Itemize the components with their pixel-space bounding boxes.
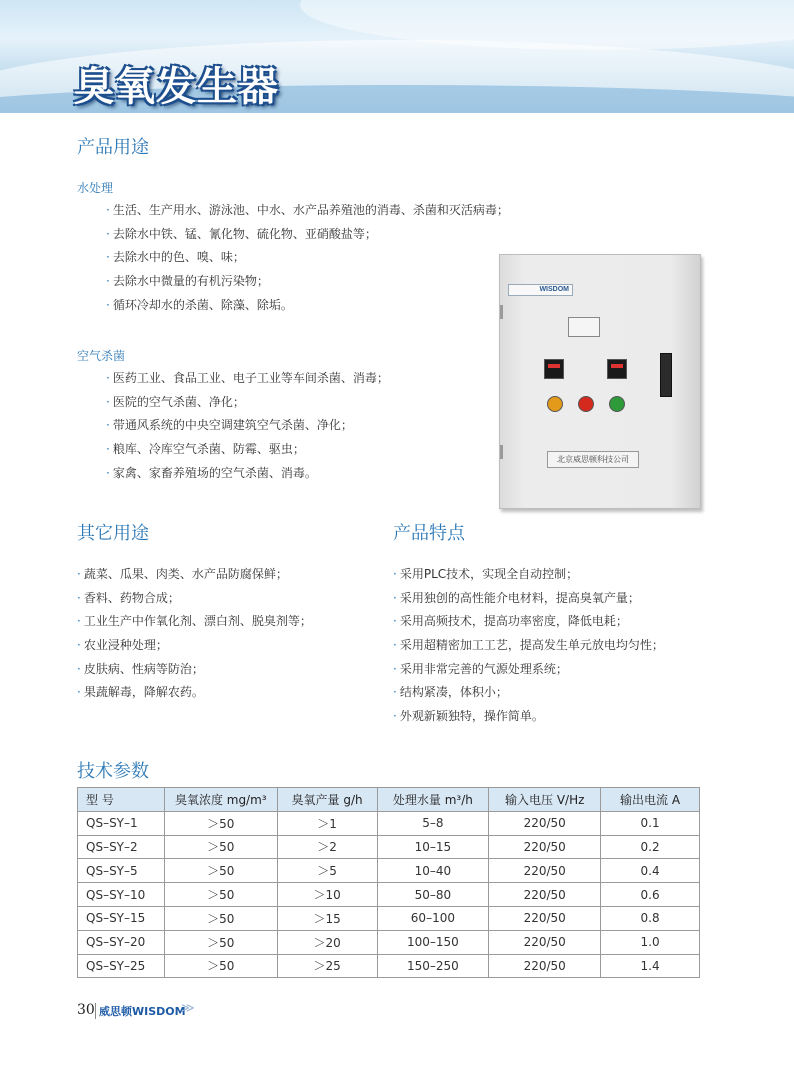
double-chevron-icon: ≫ xyxy=(181,1001,195,1016)
list-item xyxy=(106,367,389,391)
bullet-icon: · xyxy=(106,442,110,457)
cabinet-hinge xyxy=(500,305,503,319)
table-row xyxy=(78,906,700,930)
red-lamp-icon xyxy=(578,396,594,412)
table-row xyxy=(78,859,700,883)
bullet-icon: · xyxy=(106,297,110,312)
column-header: 臭氧产量 g/h xyxy=(277,788,377,812)
table-cell: 0.4 xyxy=(601,859,700,883)
table-cell: ＞50 xyxy=(164,906,277,930)
table-cell: 5–8 xyxy=(377,811,489,835)
column-header: 输入电压 V/Hz xyxy=(489,788,601,812)
table-cell: QS–SY–20 xyxy=(78,930,165,954)
list-item-text: 医院的空气杀菌、净化； xyxy=(112,394,245,409)
list-item-text: 果蔬解毒，降解农药。 xyxy=(83,685,204,700)
table-cell: ＞1 xyxy=(277,811,377,835)
list-item-text: 采用独创的高性能介电材料，提高臭氧产量； xyxy=(399,590,640,605)
list-item-text: 采用PLC技术，实现全自动控制； xyxy=(399,567,579,581)
list-item-text: 带通风系统的中央空调建筑空气杀菌、净化； xyxy=(112,418,353,433)
table-cell: 0.6 xyxy=(601,883,700,907)
list-item-text: 采用非常完善的气源处理系统； xyxy=(399,661,568,676)
list-item xyxy=(77,610,312,634)
list-item-text: 香料、药物合成； xyxy=(83,590,180,605)
green-lamp-icon xyxy=(609,396,625,412)
list-item-text: 生活、生产用水、游泳池、中水、水产品养殖池的消毒、杀菌和灭活病毒； xyxy=(112,203,509,217)
table-cell: 220/50 xyxy=(489,859,601,883)
bullet-icon: · xyxy=(77,661,81,676)
list-item-text: 结构紧凑，体积小； xyxy=(399,685,508,700)
list-item xyxy=(77,681,312,705)
specs-table xyxy=(77,787,700,978)
list-item-text: 工业生产中作氧化剂、漂白剂、脱臭剂等； xyxy=(83,614,312,629)
list-item xyxy=(393,658,664,682)
list-item xyxy=(77,634,312,658)
list-item-text: 皮肤病、性病等防治； xyxy=(83,661,204,676)
list-item-text: 去除水中微量的有机污染物； xyxy=(112,274,269,289)
table-cell: ＞20 xyxy=(277,930,377,954)
cabinet-brand-label: WISDOM xyxy=(508,284,573,296)
bullet-icon: · xyxy=(393,590,397,605)
list-item-text: 去除水中的色、嗅、味； xyxy=(112,250,245,265)
column-header: 输出电流 A xyxy=(601,788,700,812)
page-title: 臭氧发生器 xyxy=(74,64,279,110)
bullet-icon: · xyxy=(393,638,397,653)
table-cell: 220/50 xyxy=(489,883,601,907)
column-header: 臭氧浓度 mg/m³ xyxy=(164,788,277,812)
list-item-text: 循环冷却水的杀菌、除藻、除垢。 xyxy=(112,297,293,312)
table-cell: QS–SY–5 xyxy=(78,859,165,883)
water-treatment-label: 水处理 xyxy=(77,181,114,195)
table-cell: 220/50 xyxy=(489,811,601,835)
column-header: 型 号 xyxy=(78,788,165,812)
table-cell: ＞50 xyxy=(164,859,277,883)
list-item xyxy=(393,610,664,634)
table-cell: ＞50 xyxy=(164,930,277,954)
list-item xyxy=(106,414,389,438)
header-banner xyxy=(0,0,794,113)
list-item xyxy=(393,563,664,587)
bullet-icon: · xyxy=(77,614,81,629)
table-cell: 0.8 xyxy=(601,906,700,930)
table-cell: ＞25 xyxy=(277,954,377,978)
bullet-icon: · xyxy=(393,661,397,676)
table-header-row xyxy=(78,788,700,812)
ozone-generator-cabinet-image xyxy=(499,254,701,509)
list-item xyxy=(393,681,664,705)
table-cell: 10–15 xyxy=(377,835,489,859)
list-item xyxy=(106,294,509,318)
list-item xyxy=(393,634,664,658)
table-cell: QS–SY–25 xyxy=(78,954,165,978)
list-item xyxy=(77,658,312,682)
list-item xyxy=(106,223,509,247)
table-cell: 0.2 xyxy=(601,835,700,859)
table-cell: 10–40 xyxy=(377,859,489,883)
table-cell: ＞50 xyxy=(164,883,277,907)
table-cell: 1.4 xyxy=(601,954,700,978)
table-cell: ＞15 xyxy=(277,906,377,930)
table-row xyxy=(78,835,700,859)
specs-heading: 技术参数 xyxy=(77,761,149,782)
table-cell: 220/50 xyxy=(489,835,601,859)
list-item xyxy=(77,563,312,587)
air-sterilization-list xyxy=(106,367,389,485)
bullet-icon: · xyxy=(77,590,81,605)
list-item xyxy=(106,391,389,415)
table-row xyxy=(78,811,700,835)
list-item xyxy=(106,246,509,270)
cabinet-display-icon xyxy=(607,359,627,379)
bullet-icon: · xyxy=(393,685,397,700)
table-cell: 1.0 xyxy=(601,930,700,954)
bullet-icon: · xyxy=(106,465,110,480)
table-cell: QS–SY–1 xyxy=(78,811,165,835)
table-cell: 220/50 xyxy=(489,930,601,954)
bullet-icon: · xyxy=(106,371,110,385)
page-number: 30 xyxy=(77,1002,95,1018)
features-list xyxy=(393,563,664,729)
table-cell: ＞50 xyxy=(164,811,277,835)
footer-brand-logo: 威思顿WISDOM xyxy=(95,1003,186,1019)
cabinet-hinge xyxy=(500,445,503,459)
list-item xyxy=(106,199,509,223)
table-cell: 150–250 xyxy=(377,954,489,978)
list-item xyxy=(77,587,312,611)
table-cell: 100–150 xyxy=(377,930,489,954)
table-cell: ＞10 xyxy=(277,883,377,907)
list-item xyxy=(106,462,389,486)
table-cell: 60–100 xyxy=(377,906,489,930)
table-cell: QS–SY–10 xyxy=(78,883,165,907)
orange-lamp-icon xyxy=(547,396,563,412)
list-item xyxy=(393,705,664,729)
table-cell: ＞5 xyxy=(277,859,377,883)
cabinet-meter-icon xyxy=(568,317,600,337)
bullet-icon: · xyxy=(106,203,110,217)
other-uses-list xyxy=(77,563,312,705)
list-item xyxy=(106,270,509,294)
bullet-icon: · xyxy=(77,638,81,653)
usage-heading: 产品用途 xyxy=(77,137,149,158)
table-cell: QS–SY–2 xyxy=(78,835,165,859)
table-cell: ＞50 xyxy=(164,835,277,859)
table-cell: ＞2 xyxy=(277,835,377,859)
bullet-icon: · xyxy=(393,709,397,724)
cabinet-display-icon xyxy=(544,359,564,379)
bullet-icon: · xyxy=(106,226,110,241)
table-cell: 0.1 xyxy=(601,811,700,835)
bullet-icon: · xyxy=(77,567,81,581)
table-row xyxy=(78,954,700,978)
list-item-text: 粮库、冷库空气杀菌、防霉、驱虫； xyxy=(112,442,305,457)
bullet-icon: · xyxy=(106,250,110,265)
bullet-icon: · xyxy=(393,614,397,629)
list-item xyxy=(393,587,664,611)
bullet-icon: · xyxy=(106,274,110,289)
bullet-icon: · xyxy=(106,394,110,409)
table-cell: 220/50 xyxy=(489,906,601,930)
list-item xyxy=(106,438,389,462)
table-cell: 220/50 xyxy=(489,954,601,978)
water-treatment-list xyxy=(106,199,509,317)
column-header: 处理水量 m³/h xyxy=(377,788,489,812)
bullet-icon: · xyxy=(393,567,397,581)
features-heading: 产品特点 xyxy=(393,523,465,544)
list-item-text: 蔬菜、瓜果、肉类、水产品防腐保鲜； xyxy=(83,567,288,581)
list-item-text: 采用超精密加工工艺，提高发生单元放电均匀性； xyxy=(399,638,664,653)
cabinet-nameplate: 北京威思顿科技公司 xyxy=(547,451,639,468)
table-row xyxy=(78,883,700,907)
bullet-icon: · xyxy=(77,685,81,700)
bullet-icon: · xyxy=(106,418,110,433)
cabinet-switch-icon xyxy=(660,353,672,397)
list-item-text: 农业浸种处理； xyxy=(83,638,168,653)
table-cell: ＞50 xyxy=(164,954,277,978)
table-cell: QS–SY–15 xyxy=(78,906,165,930)
table-row xyxy=(78,930,700,954)
table-cell: 50–80 xyxy=(377,883,489,907)
list-item-text: 去除水中铁、锰、氰化物、硫化物、亚硝酸盐等； xyxy=(112,226,377,241)
list-item-text: 外观新颖独特，操作简单。 xyxy=(399,709,544,724)
air-sterilization-label: 空气杀菌 xyxy=(77,349,126,363)
list-item-text: 家禽、家畜养殖场的空气杀菌、消毒。 xyxy=(112,465,317,480)
list-item-text: 医药工业、食品工业、电子工业等车间杀菌、消毒； xyxy=(112,371,389,385)
list-item-text: 采用高频技术，提高功率密度，降低电耗； xyxy=(399,614,628,629)
other-uses-heading: 其它用途 xyxy=(77,523,149,544)
